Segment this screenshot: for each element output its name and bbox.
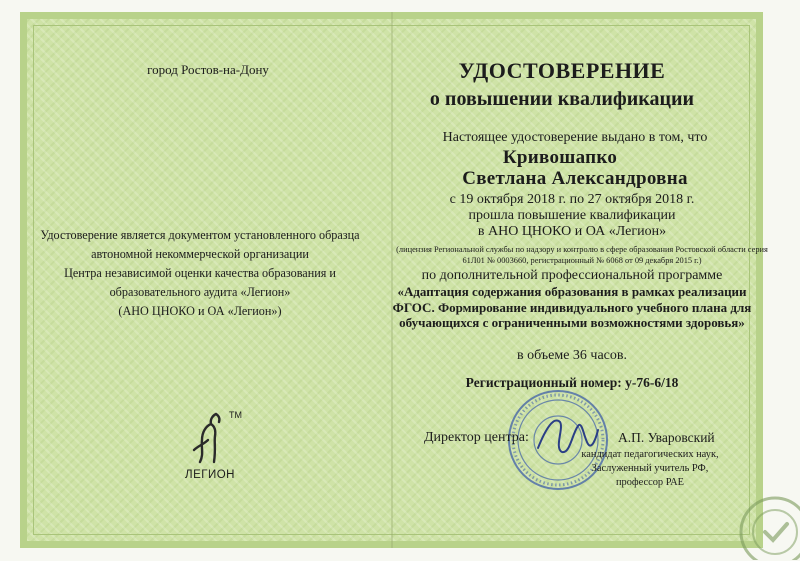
organization-text: в АНО ЦНОКО и ОА «Легион» (477, 224, 667, 239)
recipient-given-names: Светлана Александровна (462, 168, 688, 189)
document-verified-watermark-icon (733, 490, 800, 560)
horse-logo-icon (186, 410, 232, 466)
recipient-surname: Кривошапко (502, 147, 618, 168)
city-label: город Ростов-на-Дону (147, 62, 269, 77)
certificate-subtitle: о повышении квалификации (429, 88, 695, 110)
program-volume: в объеме 36 часов. (517, 348, 627, 363)
description-line: Центра независимой оценки качества образования и (64, 266, 336, 280)
director-credentials (581, 448, 718, 490)
credential-line: кандидат педагогических наук, (581, 449, 719, 460)
description-line: автономной некоммерческой организации (91, 247, 309, 261)
registration-number: Регистрационный номер: у-76-6/18 (465, 375, 679, 390)
license-text: (лицензия Региональной службы по надзору и контролю в сфере образования Ростовской области серия 61Л01 № 0003660, регистрационный № 6068 от 09 декабря 2015 г.) (396, 245, 768, 265)
description-line: Удостоверение является документом установленного образца (40, 228, 360, 242)
training-period: с 19 октября 2018 г. по 27 октября 2018 г. (449, 192, 695, 207)
program-intro: по дополнительной профессиональной программе (421, 268, 723, 283)
description-line: образовательного аудита «Легион» (109, 285, 291, 299)
program-title: «Адаптация содержания образования в рамках реализации ФГОС. Формирование индивидуального учебного плана для обучающихся с ограниченными возможностями здоровья» (392, 284, 752, 330)
logo-name: ЛЕГИОН (185, 469, 235, 481)
page-fold (391, 12, 393, 548)
certificate-description (40, 226, 359, 321)
certificate-title: УДОСТОВЕРЕНИЕ (458, 58, 666, 83)
director-label: Директор центра: (424, 430, 529, 445)
description-line: (АНО ЦНОКО и ОА «Легион») (118, 304, 282, 318)
credential-line: профессор РАЕ (615, 477, 685, 488)
credential-line: Заслуженный учитель РФ, (591, 463, 709, 474)
issued-text: Настоящее удостоверение выдано в том, что (442, 130, 708, 145)
trademark-label: TM (229, 410, 242, 420)
passed-text: прошла повышение квалификации (468, 208, 676, 223)
director-name: А.П. Уваровский (618, 430, 715, 445)
